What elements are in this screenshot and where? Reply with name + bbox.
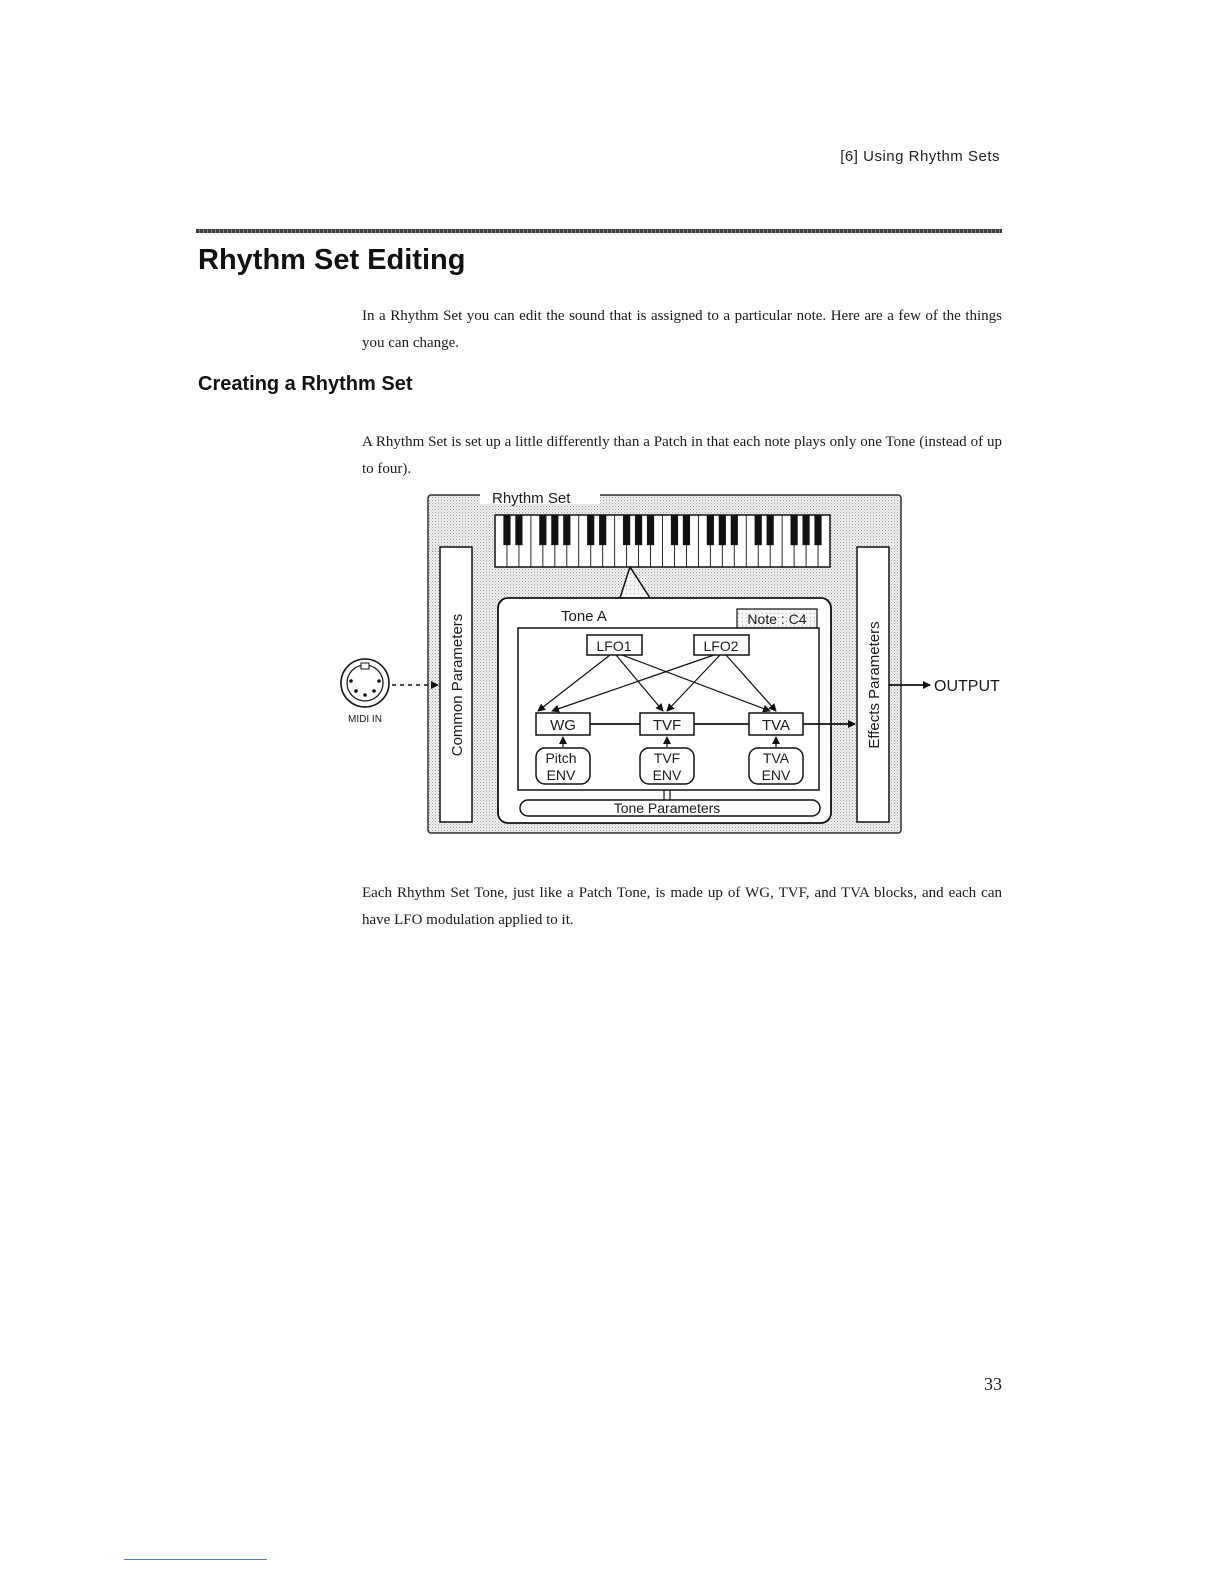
tva-env-line1: TVA <box>762 750 790 766</box>
effects-parameters-label: Effects Parameters <box>866 621 883 749</box>
output-label: OUTPUT <box>934 678 1000 695</box>
pitch-env-line2: ENV <box>546 767 576 783</box>
black-key <box>623 515 630 545</box>
black-key <box>587 515 594 545</box>
midi-in-label: MIDI IN <box>348 714 382 725</box>
tva-env-line2: ENV <box>761 767 791 783</box>
black-key <box>515 515 522 545</box>
note-label: Note : C4 <box>747 611 807 627</box>
black-key <box>707 515 714 545</box>
black-key <box>539 515 546 545</box>
subsection-title: Creating a Rhythm Set <box>198 373 413 395</box>
black-key <box>647 515 654 545</box>
page-number: 33 <box>984 1374 1002 1394</box>
body-paragraph-rhythm-set: A Rhythm Set is set up a little differently than a Patch in that each note plays only one Tone (instead of up to four). <box>362 434 1002 477</box>
tone-label: Tone A <box>561 608 607 625</box>
black-key <box>683 515 690 545</box>
tvf-env-line2: ENV <box>652 767 682 783</box>
lfo2-label: LFO2 <box>703 638 739 654</box>
midi-pin-1 <box>349 679 353 683</box>
bottom-rule <box>124 1559 267 1560</box>
rhythm-set-diagram <box>330 485 1010 845</box>
black-key <box>635 515 642 545</box>
pitch-env-line1: Pitch <box>545 750 577 766</box>
black-key <box>551 515 558 545</box>
black-key <box>802 515 809 545</box>
section-divider <box>196 229 1002 233</box>
intro-paragraph: In a Rhythm Set you can edit the sound that is assigned to a particular note. Here are a few of the things you can change. <box>362 308 1002 351</box>
lfo1-label: LFO1 <box>596 638 632 654</box>
midi-pin-4 <box>372 689 376 693</box>
black-key <box>755 515 762 545</box>
running-header: [6] Using Rhythm Sets <box>840 148 1000 165</box>
midi-socket-key <box>361 663 369 669</box>
black-key <box>503 515 510 545</box>
body-paragraph-tone-blocks: Each Rhythm Set Tone, just like a Patch Tone, is made up of WG, TVF, and TVA blocks, and each can have LFO modulation applied to it. <box>362 885 1002 928</box>
wg-label: WG <box>550 717 576 734</box>
midi-pin-3 <box>363 693 367 697</box>
black-key <box>731 515 738 545</box>
tva-label: TVA <box>761 717 791 734</box>
black-key <box>791 515 798 545</box>
midi-pin-5 <box>377 679 381 683</box>
rhythm-set-label: Rhythm Set <box>492 490 571 507</box>
black-key <box>719 515 726 545</box>
midi-in-connector <box>341 659 389 707</box>
black-key <box>563 515 570 545</box>
keyboard <box>495 515 830 567</box>
section-title: Rhythm Set Editing <box>198 244 466 276</box>
common-parameters-label: Common Parameters <box>449 613 466 757</box>
black-key <box>767 515 774 545</box>
tvf-env-line1: TVF <box>653 750 681 766</box>
tvf-label: TVF <box>652 717 682 734</box>
black-key <box>814 515 821 545</box>
midi-pin-2 <box>354 689 358 693</box>
tone-parameters-label: Tone Parameters <box>613 800 721 816</box>
black-key <box>599 515 606 545</box>
black-key <box>671 515 678 545</box>
